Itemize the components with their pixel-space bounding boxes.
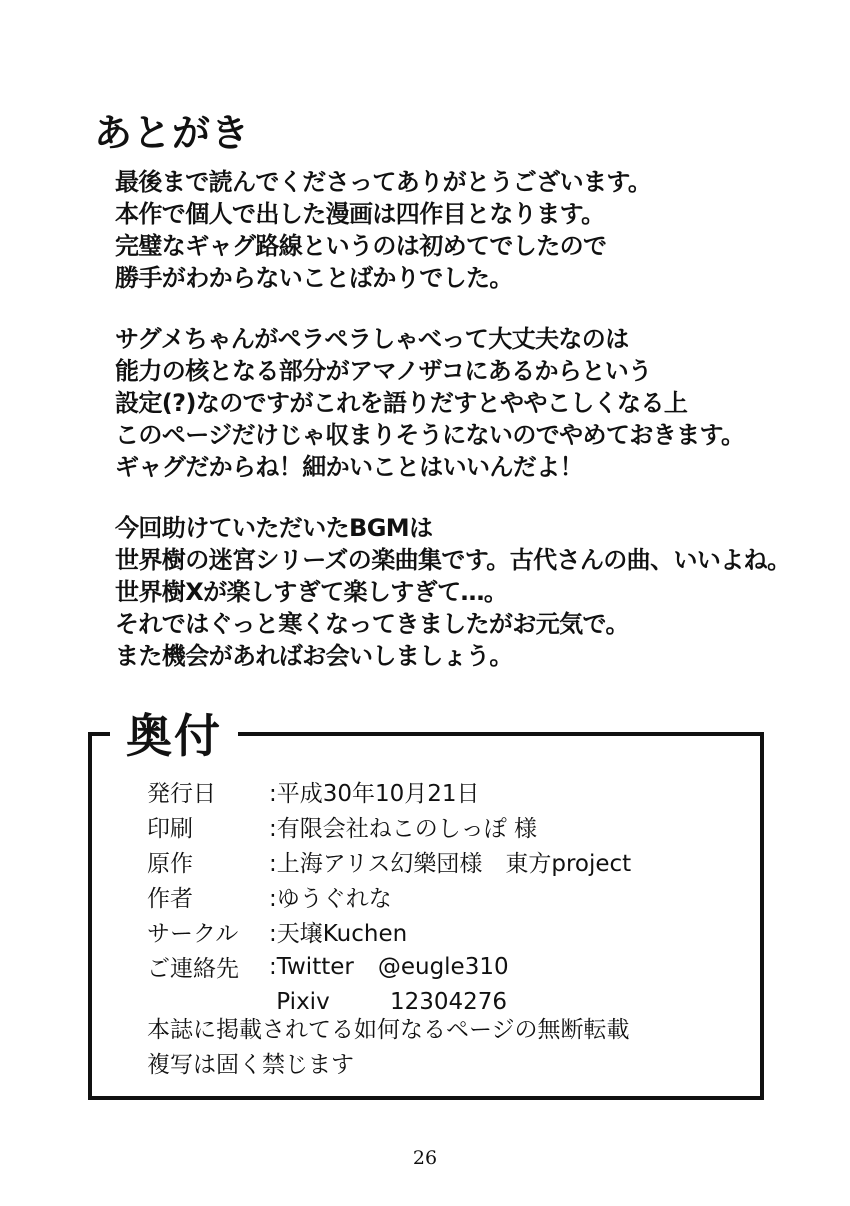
text-line: サグメちゃんがペラペラしゃべって大丈夫なのは [115, 325, 629, 353]
colophon-row-publish-date [147, 774, 747, 809]
text-line: このページだけじゃ収まりそうにないのでやめておきます。 [115, 421, 745, 449]
page-number: 26 [412, 1147, 438, 1169]
text-line: 最後まで読んでくださってありがとうございます。 [115, 168, 652, 196]
afterword-body [115, 166, 825, 701]
copyright-notice [147, 1013, 630, 1083]
colophon-title: 奥付 [110, 708, 238, 764]
afterword-paragraph-1 [115, 166, 825, 294]
row-value: :Twitter [269, 953, 354, 980]
row-label: 原作 [147, 851, 193, 877]
text-line: 設定(?)なのですがこれを語りだすとややこしくなる上 [115, 389, 688, 417]
row-value: :ゆうぐれな [269, 886, 392, 912]
row-label: 作者 [147, 886, 193, 912]
colophon-details [147, 774, 747, 1019]
twitter-handle: @eugle310 [377, 953, 509, 980]
row-value: :上海アリス幻樂団様 東方project [269, 851, 632, 877]
text-line: 本作で個人で出した漫画は四作目となります。 [115, 200, 605, 228]
row-label: サークル [147, 921, 239, 947]
afterword-paragraph-3 [115, 512, 825, 672]
afterword-paragraph-2 [115, 323, 825, 483]
text-line: 能力の核となる部分がアマノザコにあるからという [115, 357, 652, 385]
notice-line: 本誌に掲載されてる如何なるページの無断転載 [147, 1017, 630, 1043]
row-value: :平成30年10月21日 [269, 781, 480, 807]
colophon-row-author [147, 879, 747, 914]
colophon-row-printer [147, 809, 747, 844]
text-line: ギャグだからね！細かいことはいいんだよ！ [115, 453, 583, 481]
text-line: 完璧なギャグ路線というのは初めてでしたので [115, 232, 607, 260]
text-line: 勝手がわからないことばかりでした。 [115, 264, 513, 292]
text-line: 今回助けていただいたBGMは [115, 514, 433, 542]
row-value: :天壌Kuchen [269, 921, 408, 947]
row-value: Pixiv [269, 988, 330, 1015]
text-line: それではぐっと寒くなってきましたがお元気で。 [115, 610, 629, 638]
afterword-heading: あとがき [94, 111, 251, 155]
pixiv-id: 12304276 [390, 988, 508, 1015]
row-value: :有限会社ねこのしっぽ 様 [269, 816, 538, 842]
colophon-row-circle [147, 914, 747, 949]
row-label: 印刷 [147, 816, 193, 842]
colophon-row-original-work [147, 844, 747, 879]
row-label: 発行日 [147, 781, 216, 807]
notice-line: 複写は固く禁じます [147, 1052, 354, 1078]
text-line: 世界樹Xが楽しすぎて楽しすぎて…。 [115, 578, 508, 606]
text-line: 世界樹の迷宮シリーズの楽曲集です。古代さんの曲、いいよね。 [115, 546, 791, 574]
text-line: また機会があればお会いしましょう。 [115, 642, 513, 670]
row-label: ご連絡先 [147, 956, 239, 982]
colophon-row-contact-twitter [147, 949, 747, 984]
